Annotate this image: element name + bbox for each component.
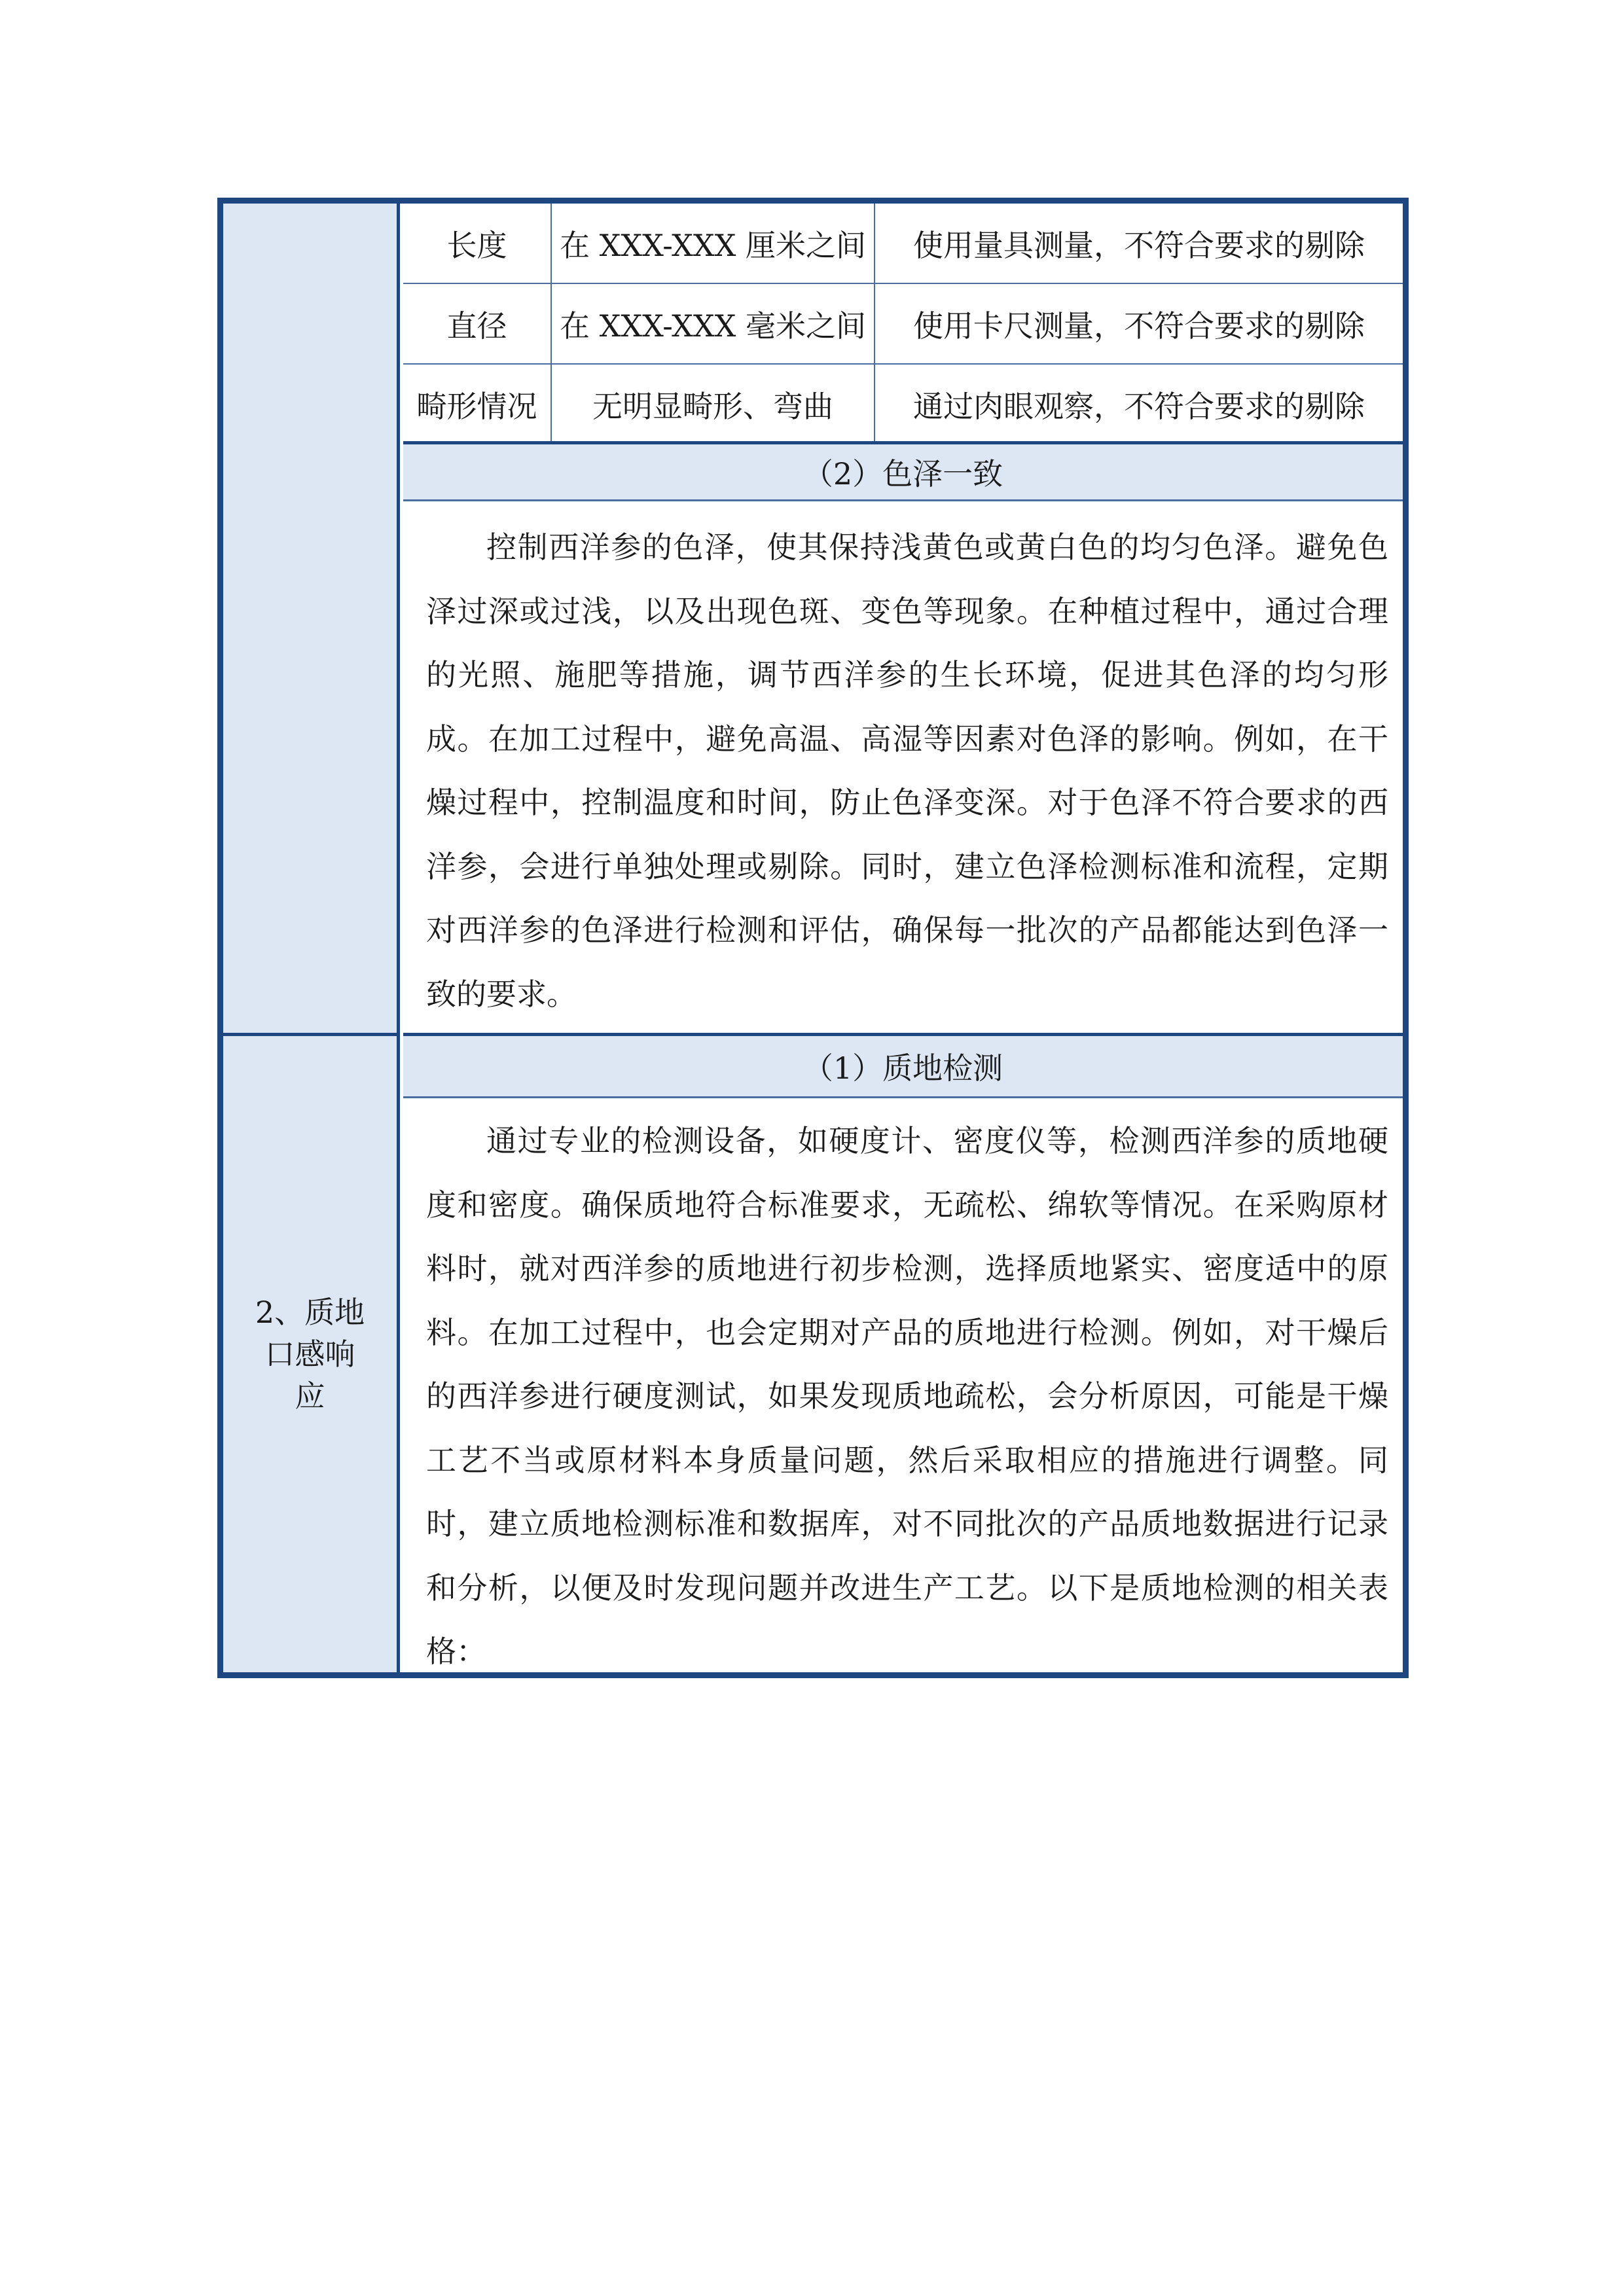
table-row — [403, 283, 1403, 364]
item-cell: 直径 — [403, 283, 551, 364]
section-text-texture: 通过专业的检测设备，如硬度计、密度仪等，检测西洋参的质地硬度和密度。确保质地符合标准要求，无疏松、绵软等情况。在采购原材料时，就对西洋参的质地进行初步检测，选择质地紧实、密度适中的原料。在加工过程中，也会定期对产品的质地进行检测。例如，对干燥后的西洋参进行硬度测试，如果发现质地疏松，会分析原因，可能是干燥工艺不当或原材料本身质量问题，然后采取相应的措施进行调整。同时，建立质地检测标准和数据库，对不同批次的产品质地数据进行记录和分析，以便及时发现问题并改进生产工艺。以下是质地检测的相关表格： — [426, 1123, 1388, 1669]
section-heading-texture: （1）质地检测 — [403, 1033, 1403, 1098]
measurement-table — [403, 204, 1403, 445]
standard-cell: 无明显畸形、弯曲 — [551, 364, 875, 444]
section-text-color: 控制西洋参的色泽，使其保持浅黄色或黄白色的均匀色泽。避免色泽过深或过浅，以及出现色斑、变色等现象。在种植过程中，通过合理的光照、施肥等措施，调节西洋参的生长环境，促进其色泽的均匀形成。在加工过程中，避免高温、高湿等因素对色泽的影响。例如，在干燥过程中，控制温度和时间，防止色泽变深。对于色泽不符合要求的西洋参，会进行单独处理或剔除。同时，建立色泽检测标准和流程，定期对西洋参的色泽进行检测和评估，确保每一批次的产品都能达到色泽一致的要求。 — [426, 529, 1388, 1012]
method-cell: 使用量具测量，不符合要求的剔除 — [875, 204, 1403, 283]
category-label-texture: 2、质地口感响应 — [255, 1295, 365, 1414]
method-cell: 通过肉眼观察，不符合要求的剔除 — [875, 364, 1403, 444]
table-row — [403, 364, 1403, 444]
method-cell: 使用卡尺测量，不符合要求的剔除 — [875, 283, 1403, 364]
item-cell: 长度 — [403, 204, 551, 283]
item-cell: 畸形情况 — [403, 364, 551, 444]
document-table — [217, 198, 1409, 1678]
section-heading-color: （2）色泽一致 — [403, 441, 1403, 501]
standard-cell: 在 XXX-XXX 毫米之间 — [551, 283, 875, 364]
table-row — [403, 204, 1403, 283]
standard-cell: 在 XXX-XXX 厘米之间 — [551, 204, 875, 283]
